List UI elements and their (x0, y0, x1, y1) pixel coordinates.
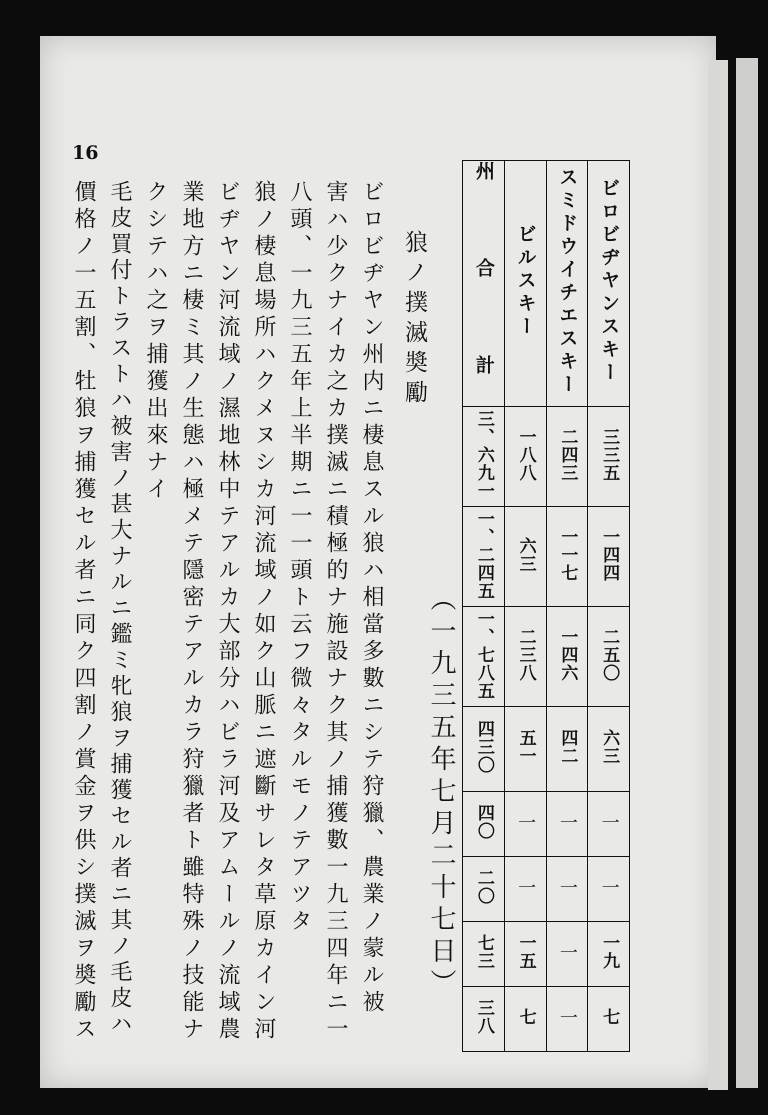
table-cell: 一一七 (546, 507, 588, 607)
table-cell: 一 (588, 792, 630, 857)
table-header-cell: スミドウイチエスキー (546, 161, 588, 407)
table-cell: 一五 (504, 922, 546, 987)
table-cell: 一八八 (504, 407, 546, 507)
table-cell: 一 (504, 857, 546, 922)
table-cell: 二四三 (546, 407, 588, 507)
text-column: クシテハ之ヲ捕獲出來ナイ (143, 180, 168, 504)
table-cell: 三三五 (588, 407, 630, 507)
page-edge-strip-outer (736, 58, 758, 1088)
date-note: （一九三五年七月二十七日） (426, 585, 456, 1001)
text-column: 狼ノ棲息場所ハクメヌシカ河流域ノ如ク山脈ニ遮斷サレタ草原カイン河 (251, 180, 276, 1044)
table-cell: 三八 (463, 987, 505, 1052)
table-cell: 七 (588, 987, 630, 1052)
text-column: ビヂヤン河流域ノ濕地林中テアルカ大部分ハビラ河及アムールノ流域農 (215, 180, 240, 1044)
table-cell: 二五〇 (588, 607, 630, 707)
table-cell: 七 (504, 987, 546, 1052)
page-number: 16 (72, 142, 99, 164)
table-header-cell: ビルスキー (504, 161, 546, 407)
table-cell: 一、七八五 (463, 607, 505, 707)
table-cell: 一 (588, 857, 630, 922)
table-cell: 一四六 (546, 607, 588, 707)
table-cell: 一、二四五 (463, 507, 505, 607)
table-cell: 七三 (463, 922, 505, 987)
text-column: ビロビヂヤン州内ニ棲息スル狼ハ相當多數ニシテ狩獵、農業ノ蒙ル被 (359, 180, 384, 1017)
page-edge-strip (708, 60, 728, 1090)
wolf-capture-table (462, 160, 630, 1035)
table-header-cell: 州 合 計 (463, 161, 505, 407)
table-cell: 二三八 (504, 607, 546, 707)
table-cell: 五一 (504, 707, 546, 792)
table-cell: 一四四 (588, 507, 630, 607)
table-cell: 三、六九一 (463, 407, 505, 507)
text-column: 毛皮買付トラストハ被害ノ甚大ナルニ鑑ミ牝狼ヲ捕獲セル者ニ其ノ毛皮ハ (107, 180, 132, 1038)
text-column: 業地方ニ棲ミ其ノ生態ハ極メテ隱密テアルカラ狩獵者ト雖特殊ノ技能ナ (179, 180, 204, 1044)
section-heading: 狼ノ撲滅奬勵 (401, 230, 427, 410)
text-column: 八頭、一九三五年上半期ニ一一頭ト云フ微々タルモノテアツタ (287, 180, 312, 936)
text-column: 價格ノ一五割、牡狼ヲ捕獲セル者ニ同ク四割ノ賞金ヲ供シ撲滅ヲ奬勵ス (71, 180, 96, 1044)
table-cell: 六三 (504, 507, 546, 607)
table-cell: 一 (546, 922, 588, 987)
table-cell: 一 (504, 792, 546, 857)
table-cell: 一 (546, 987, 588, 1052)
table-cell: 六三 (588, 707, 630, 792)
table-cell: 一 (546, 792, 588, 857)
table-cell: 四三〇 (463, 707, 505, 792)
table-cell: 二〇 (463, 857, 505, 922)
table-cell: 四〇 (463, 792, 505, 857)
table-cell: 一 (546, 857, 588, 922)
table-header-cell: ビロビヂヤンスキー (588, 161, 630, 407)
table-cell: 一九 (588, 922, 630, 987)
table-cell: 四二 (546, 707, 588, 792)
text-column: 害ハ少クナイカ之カ撲滅ニ積極的ナ施設ナク其ノ捕獲數一九三四年ニ一 (323, 180, 348, 1044)
